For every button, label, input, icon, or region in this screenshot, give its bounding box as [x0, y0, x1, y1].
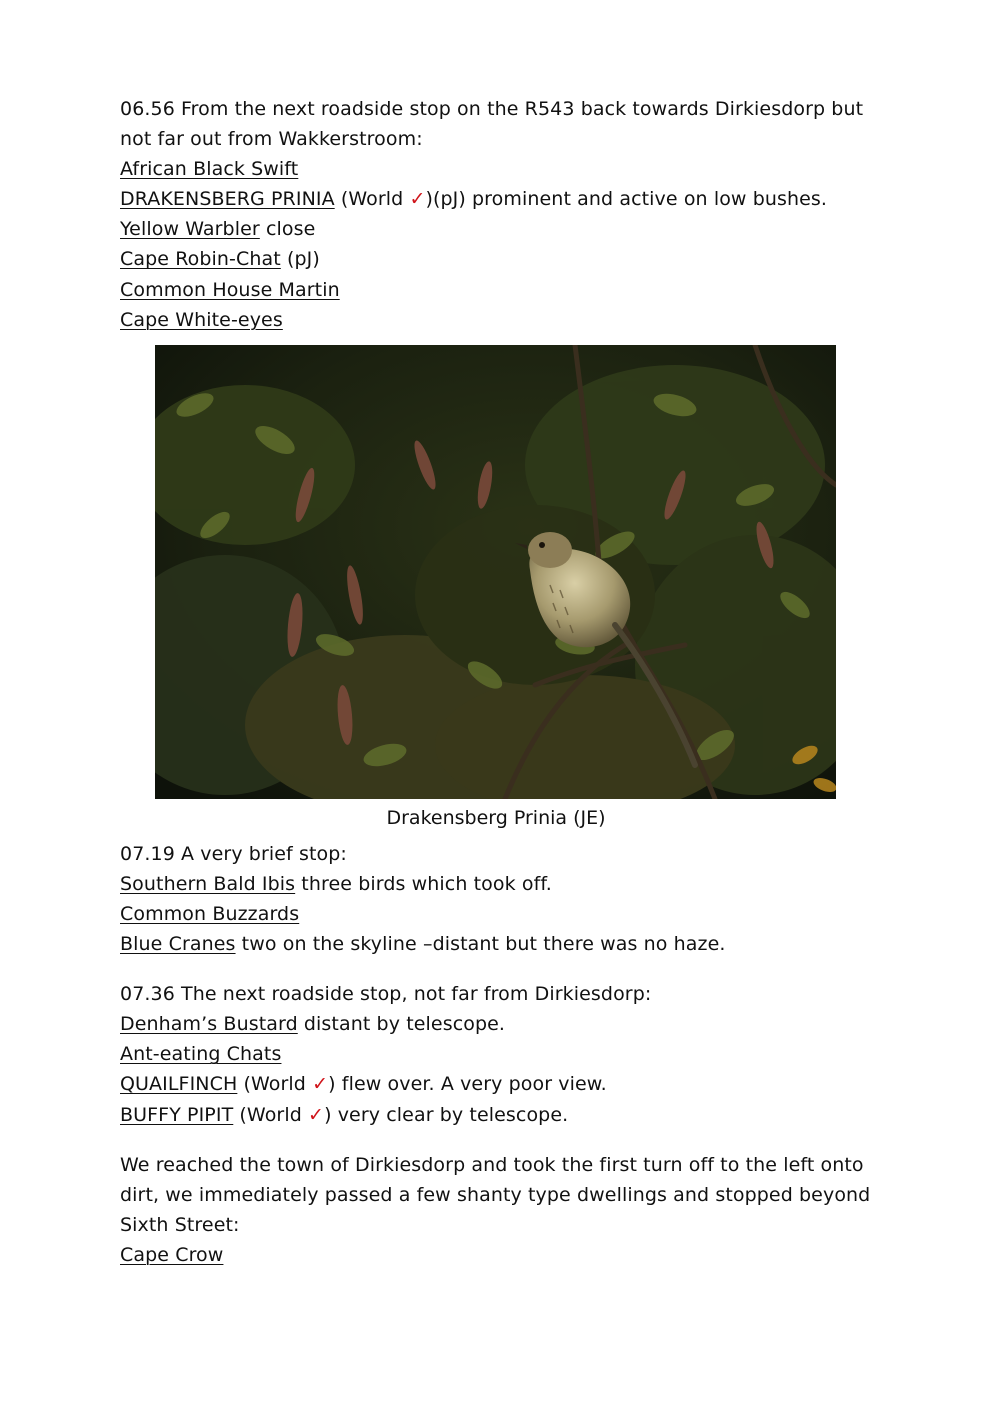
bird-name: Yellow Warbler — [120, 218, 260, 241]
bird-entry — [120, 1069, 880, 1099]
bird-name: Common House Martin — [120, 278, 340, 301]
spacer — [120, 959, 880, 979]
bird-note: three birds which took off. — [295, 872, 552, 895]
bird-note: (World — [233, 1103, 309, 1126]
bird-name: DRAKENSBERG PRINIA — [120, 188, 335, 211]
bird-entry — [120, 869, 880, 899]
bird-note: close — [259, 218, 316, 241]
bird-name: Denham’s Bustard — [120, 1013, 298, 1036]
bird-entry — [120, 244, 880, 274]
section3-bird-list — [120, 1009, 880, 1129]
section4-intro: We reached the town of Dirkiesdorp and took the first turn off to the left onto dirt, we immediately passed a few shanty type dwellings and stopped beyond Sixth Street: — [120, 1153, 871, 1236]
section3-intro: 07.36 The next roadside stop, not far from Dirkiesdorp: — [120, 983, 652, 1006]
section1-bird-list — [120, 154, 880, 335]
section1-intro: 06.56 From the next roadside stop on the R543 back towards Dirkiesdorp but not far out from Wakkerstroom: — [120, 98, 864, 151]
bird-photo — [155, 345, 836, 799]
bird-name: Blue Cranes — [120, 933, 236, 956]
bird-entry — [120, 1240, 880, 1270]
bird-name: Cape White-eyes — [120, 308, 283, 331]
bird-entry — [120, 929, 880, 959]
bird-note: ) flew over. A very poor view. — [328, 1073, 607, 1096]
bird-note: (World — [237, 1073, 313, 1096]
check-icon: ✓ — [312, 1073, 329, 1096]
bird-note: ) very clear by telescope. — [324, 1103, 569, 1126]
section2-bird-list — [120, 869, 880, 959]
bird-name: Southern Bald Ibis — [120, 872, 296, 895]
bird-name: QUAILFINCH — [120, 1073, 238, 1096]
check-icon: ✓ — [308, 1103, 325, 1126]
bird-name: Cape Crow — [120, 1243, 224, 1266]
prinia-photo-illustration — [155, 345, 836, 799]
bird-note: (World — [334, 188, 410, 211]
document-page — [120, 94, 880, 1270]
bird-note: (pJ) — [280, 248, 320, 271]
section4-bird-list — [120, 1240, 880, 1270]
bird-note: two on the skyline –distant but there was no haze. — [235, 933, 726, 956]
bird-name: Common Buzzards — [120, 902, 300, 925]
bird-entry — [120, 184, 880, 214]
bird-note: distant by telescope. — [297, 1013, 506, 1036]
bird-entry — [120, 305, 880, 335]
bird-name: African Black Swift — [120, 158, 299, 181]
photo-caption: Drakensberg Prinia (JE) — [386, 806, 606, 829]
bird-entry — [120, 899, 880, 929]
bird-note: )(pJ) prominent and active on low bushes. — [425, 188, 828, 211]
spacer — [120, 1130, 880, 1150]
bird-entry — [120, 1100, 880, 1130]
bird-entry — [120, 154, 880, 184]
bird-entry — [120, 1039, 880, 1069]
bird-name: BUFFY PIPIT — [120, 1103, 234, 1126]
bird-entry — [120, 214, 880, 244]
bird-name: Cape Robin-Chat — [120, 248, 281, 271]
bird-name: Ant-eating Chats — [120, 1043, 282, 1066]
check-icon: ✓ — [409, 188, 426, 211]
bird-entry — [120, 275, 880, 305]
section2-intro: 07.19 A very brief stop: — [120, 842, 347, 865]
bird-entry — [120, 1009, 880, 1039]
